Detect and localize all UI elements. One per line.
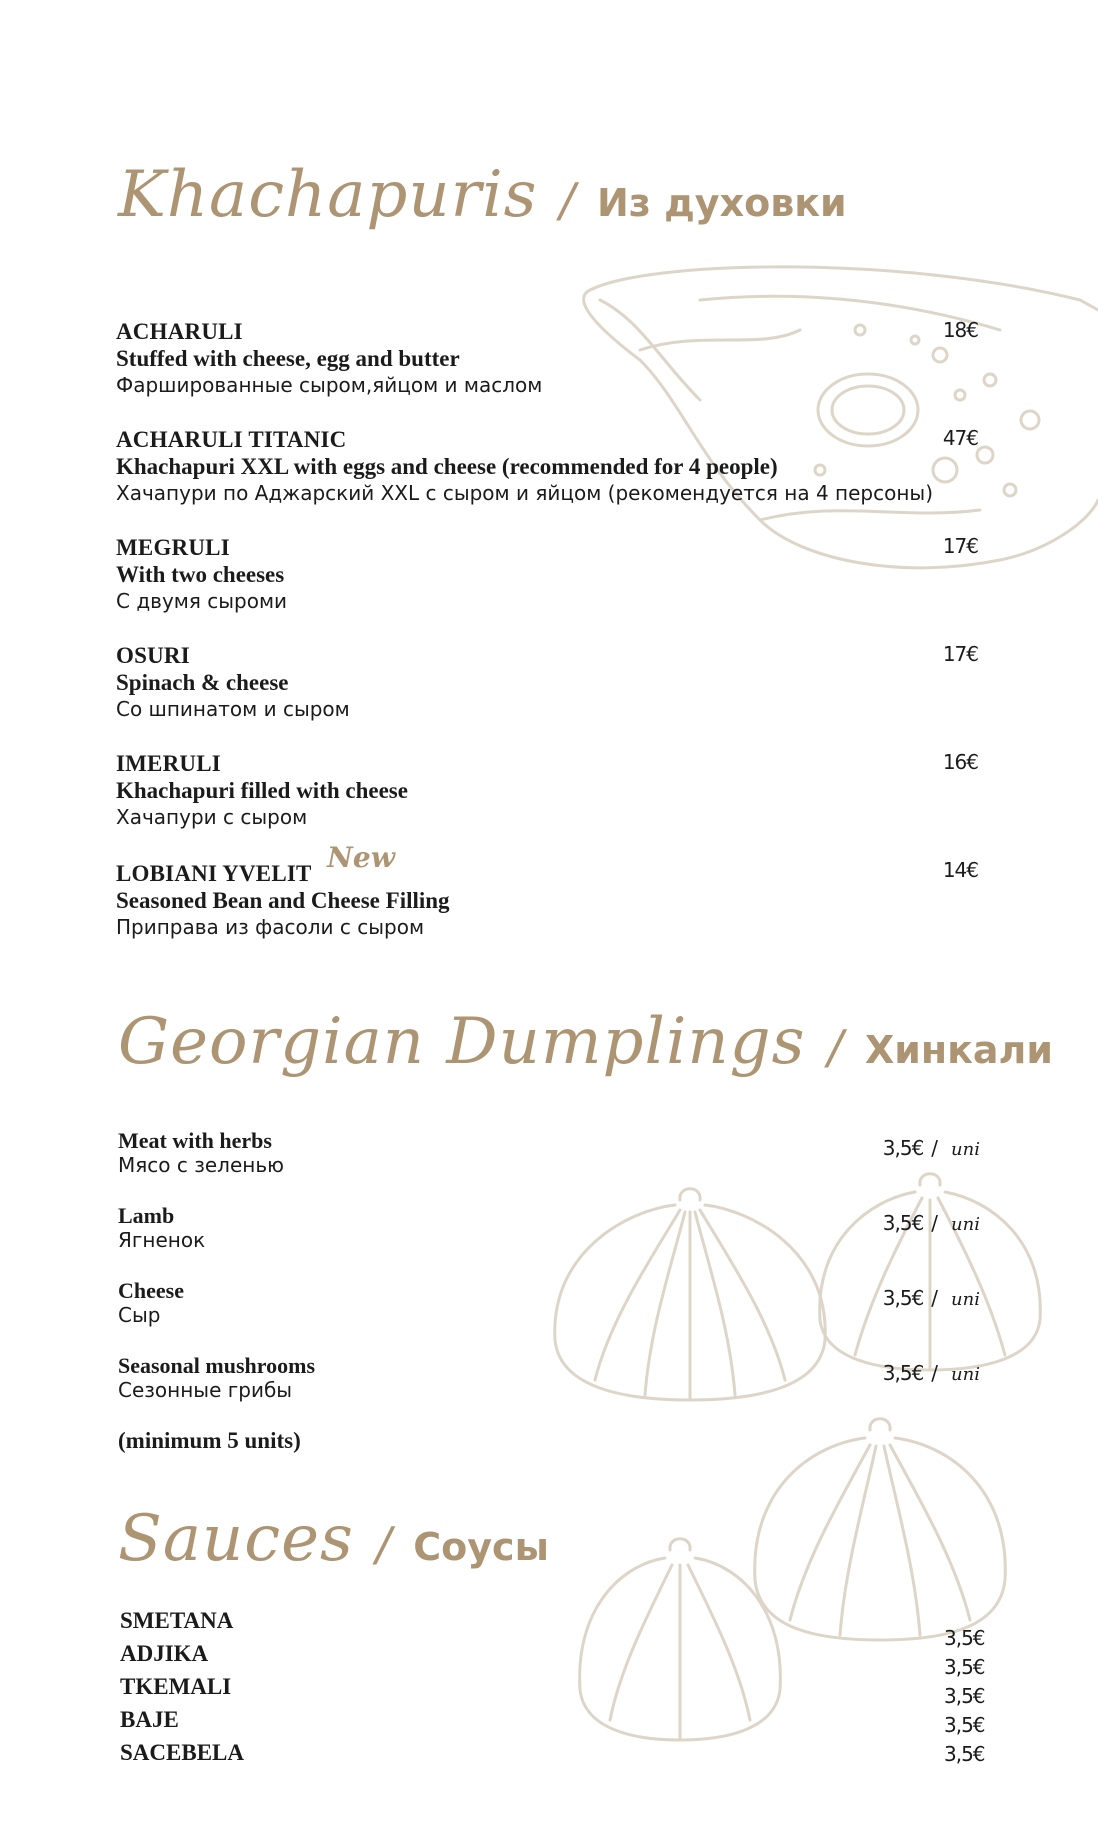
- item-description-en: Stuffed with cheese, egg and butter: [116, 346, 460, 371]
- item-price: 3,5€: [882, 1361, 924, 1385]
- item-price: 14€: [942, 858, 978, 882]
- item-description-ru: Сыр: [118, 1303, 161, 1327]
- item-price-row: [883, 1286, 980, 1310]
- item-price-row: [883, 1361, 980, 1385]
- item-price-row: [883, 1136, 980, 1160]
- item-price: 18€: [942, 318, 978, 342]
- menu-item: [116, 426, 978, 507]
- item-price: 47€: [942, 426, 978, 450]
- item-name: ACHARULI: [116, 319, 243, 344]
- dumpling-item: [118, 1353, 980, 1403]
- title-separator: /: [827, 1020, 843, 1074]
- sauces-script-title: Sauces: [118, 1502, 354, 1576]
- sauce-name: ADJIKA: [120, 1641, 209, 1666]
- item-price: 17€: [942, 534, 978, 558]
- sauces-ru-title: Соусы: [413, 1525, 549, 1569]
- item-price: 3,5€: [882, 1211, 924, 1235]
- item-description-ru: С двумя сыроми: [116, 589, 288, 613]
- sauce-name: TKEMALI: [120, 1674, 232, 1699]
- menu-item: [116, 750, 978, 831]
- price-unit: uni: [951, 1289, 980, 1310]
- item-price: 17€: [942, 642, 978, 666]
- item-description-en: Khachapuri XXL with eggs and cheese (recommended for 4 people): [116, 454, 778, 479]
- sauce-name: SACEBELA: [120, 1740, 244, 1765]
- sauce-name: SMETANA: [120, 1608, 234, 1633]
- price-separator: /: [931, 1361, 938, 1385]
- khachapuris-script-title: Khachapuris: [118, 158, 538, 232]
- item-description-en: Khachapuri filled with cheese: [116, 778, 408, 803]
- item-price: 3,5€: [882, 1286, 924, 1310]
- item-name: ACHARULI TITANIC: [116, 427, 347, 452]
- item-name: IMERULI: [116, 751, 221, 776]
- item-description-ru: Мясо с зеленью: [118, 1153, 284, 1177]
- item-name-row: [116, 841, 978, 887]
- sauce-price: 3,5€: [944, 1684, 985, 1708]
- price-unit: uni: [951, 1139, 980, 1160]
- dumplings-script-title: Georgian Dumplings: [118, 1005, 806, 1079]
- menu-item: [116, 534, 978, 615]
- sauce-name: BAJE: [120, 1707, 179, 1732]
- price-unit: uni: [951, 1214, 980, 1235]
- item-description-en: Seasoned Bean and Cheese Filling: [116, 888, 450, 913]
- price-separator: /: [931, 1211, 938, 1235]
- dumplings-ru-title: Хинкали: [864, 1028, 1054, 1072]
- price-separator: /: [931, 1286, 938, 1310]
- item-price-row: [883, 1211, 980, 1235]
- menu-item: [116, 318, 978, 399]
- menu-item: [116, 841, 978, 941]
- title-separator: /: [559, 173, 575, 227]
- price-unit: uni: [951, 1364, 980, 1385]
- dumplings-heading: [118, 1005, 1053, 1079]
- dumpling-item: [118, 1278, 980, 1328]
- item-description-ru: Приправа из фасоли с сыром: [116, 915, 425, 939]
- khachapuris-heading: [118, 158, 847, 232]
- item-name: OSURI: [116, 643, 190, 668]
- item-description-en: Cheese: [118, 1278, 184, 1303]
- item-name: LOBIANI YVELIT: [116, 861, 312, 886]
- khachapuris-ru-title: Из духовки: [597, 181, 847, 225]
- minimum-note: (minimum 5 units): [118, 1428, 301, 1453]
- item-description-en: Lamb: [118, 1203, 175, 1228]
- item-description-ru: Фаршированные сыром,яйцом и маслом: [116, 373, 543, 397]
- item-price: 16€: [942, 750, 978, 774]
- item-description-ru: Со шпинатом и сыром: [116, 697, 350, 721]
- sauce-price: 3,5€: [944, 1713, 985, 1737]
- item-price: 3,5€: [882, 1136, 924, 1160]
- sauce-price: 3,5€: [944, 1742, 985, 1766]
- new-badge: New: [327, 841, 396, 874]
- item-description-ru: Хачапури по Аджарский XXL с сыром и яйцом (рекомендуется на 4 персоны): [116, 481, 934, 505]
- item-description-en: Meat with herbs: [118, 1128, 272, 1153]
- menu-item: [116, 642, 978, 723]
- price-separator: /: [931, 1136, 938, 1160]
- title-separator: /: [375, 1517, 392, 1571]
- sauce-price: 3,5€: [944, 1655, 985, 1679]
- item-description-en: Seasonal mushrooms: [118, 1353, 316, 1378]
- dumpling-item: [118, 1128, 980, 1178]
- item-description-ru: Хачапури с сыром: [116, 805, 308, 829]
- item-name: MEGRULI: [116, 535, 230, 560]
- dumpling-item: [118, 1203, 980, 1253]
- item-description-en: With two cheeses: [116, 562, 285, 587]
- sauces-heading: [118, 1502, 549, 1576]
- item-description-ru: Сезонные грибы: [118, 1378, 293, 1402]
- sauce-price: 3,5€: [944, 1626, 985, 1650]
- item-description-ru: Ягненок: [118, 1228, 206, 1252]
- item-description-en: Spinach & cheese: [116, 670, 289, 695]
